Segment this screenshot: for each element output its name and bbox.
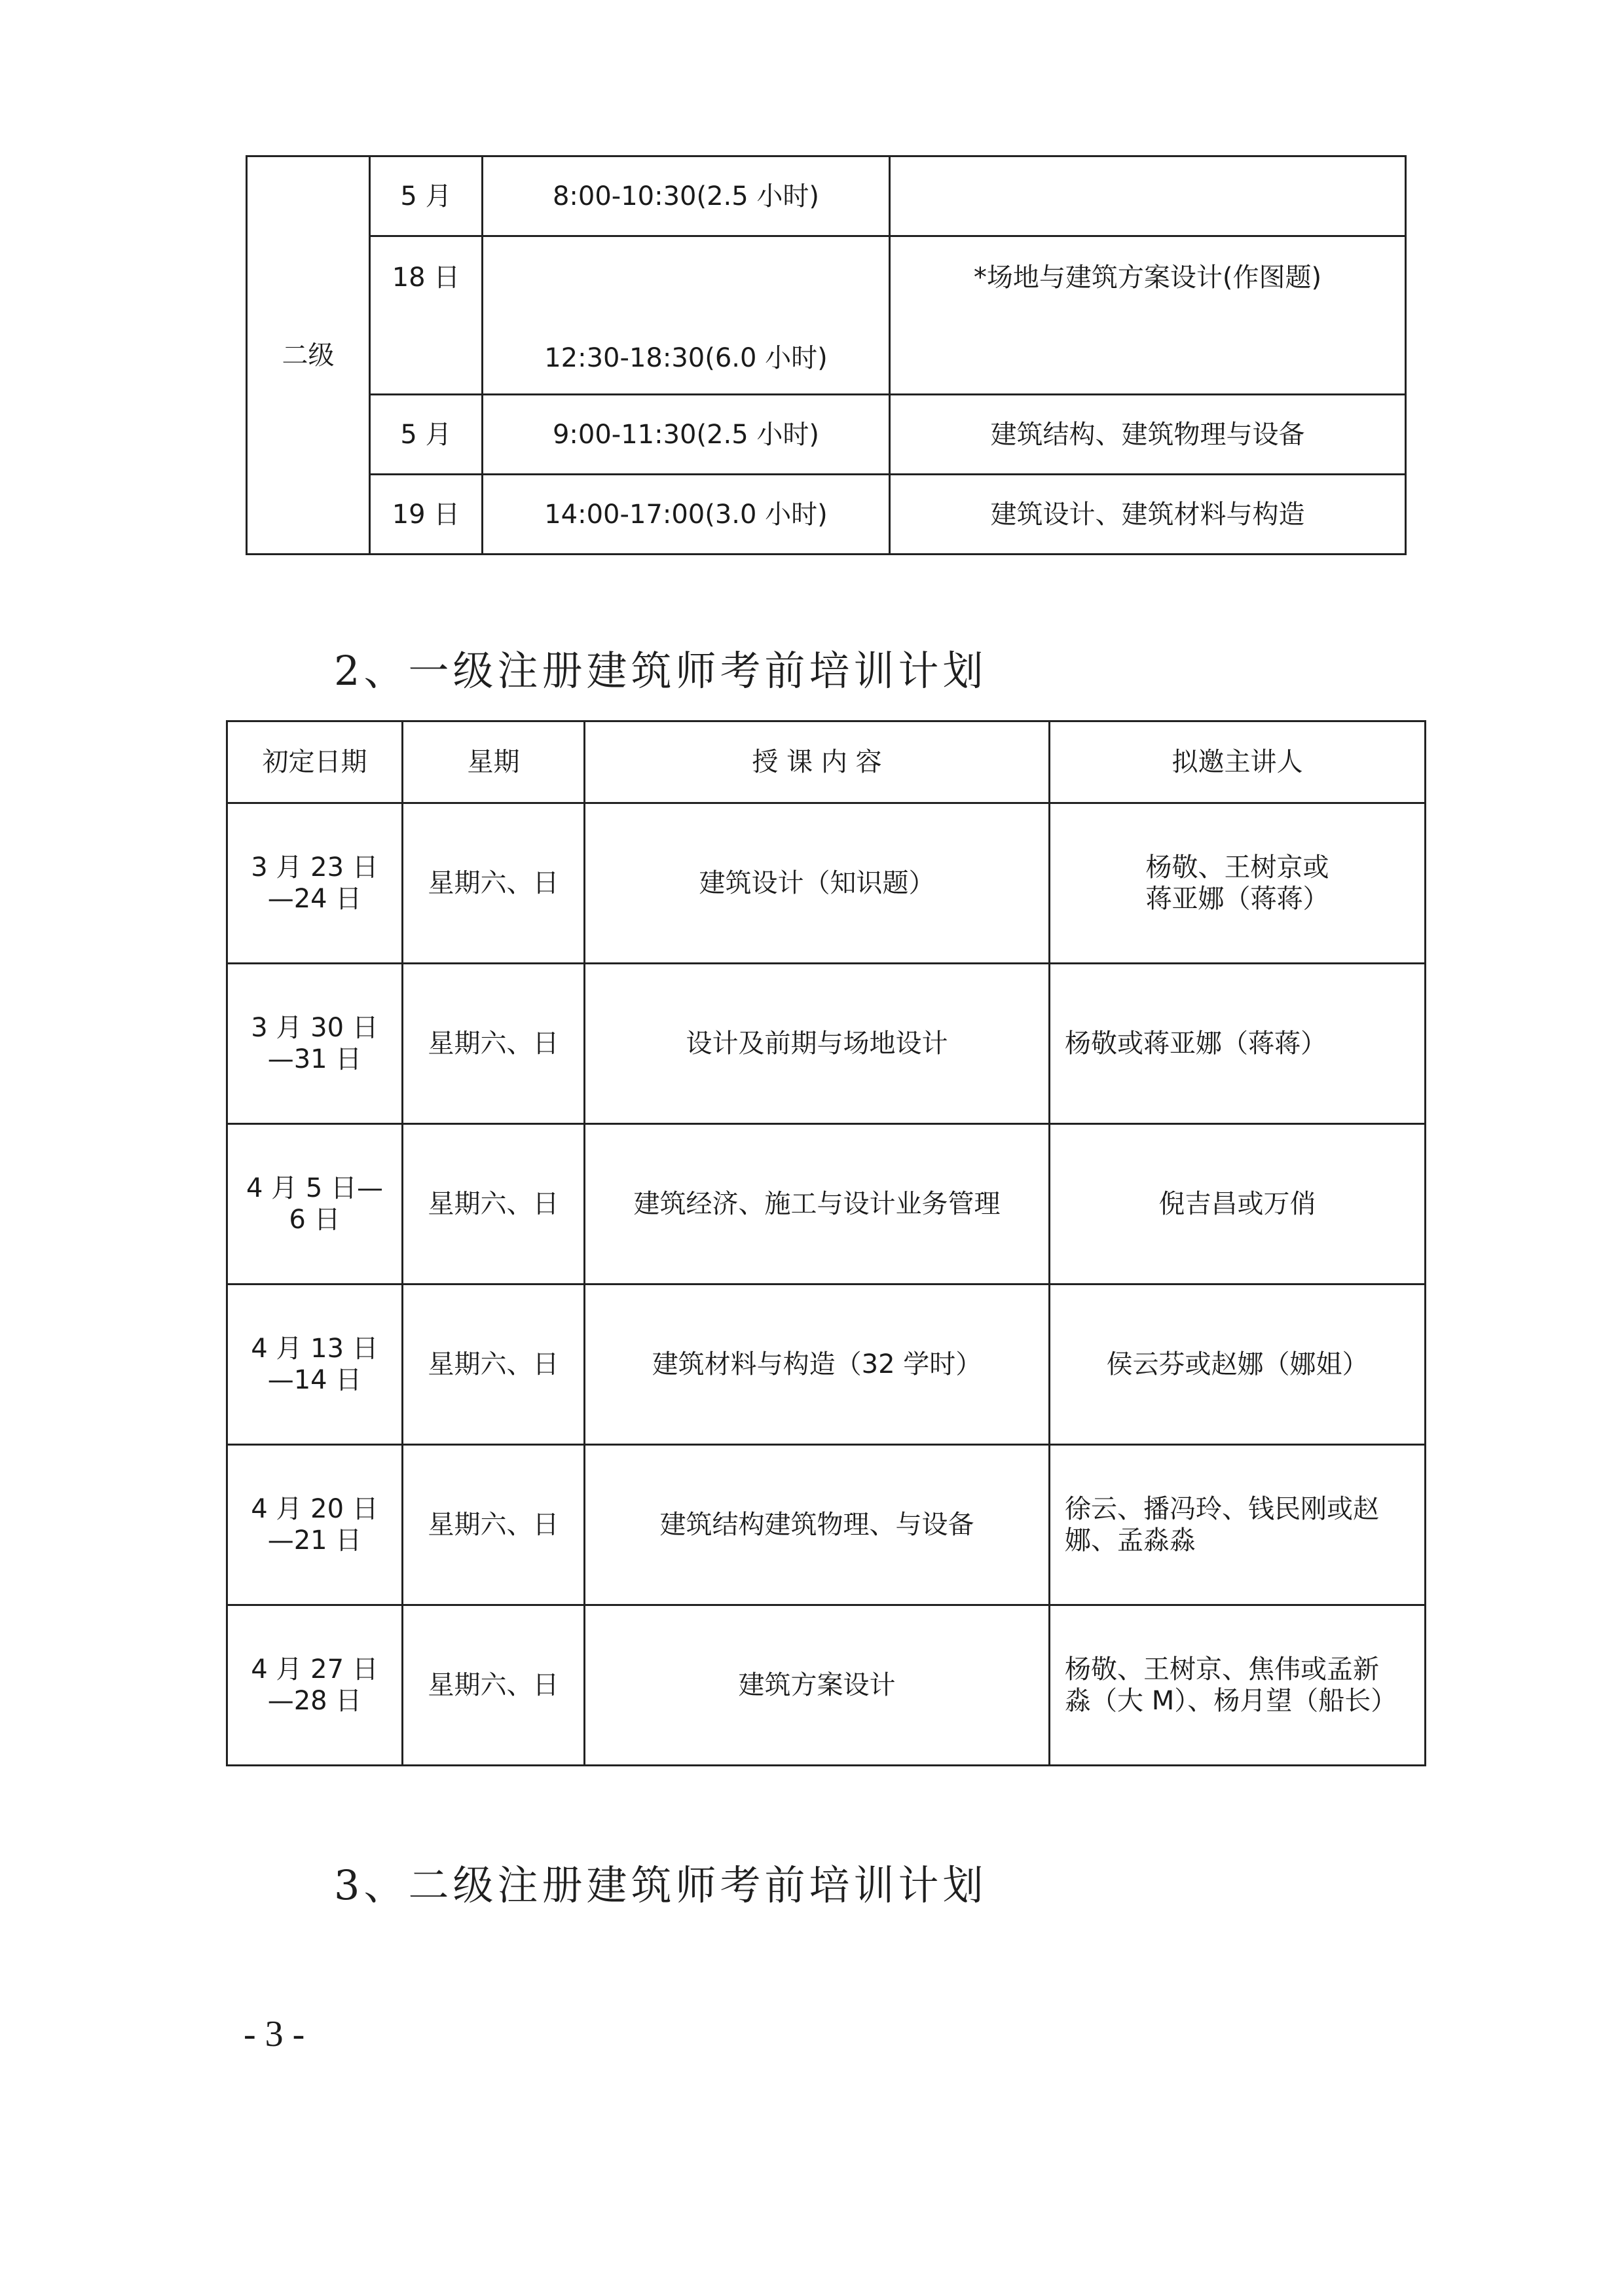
table-row <box>227 803 1426 964</box>
date-month-cell: 5 月 <box>370 156 483 236</box>
time-cell: 12:30-18:30(6.0 小时) <box>483 236 890 395</box>
table-row <box>247 475 1406 555</box>
exam-schedule-table <box>246 155 1407 555</box>
content-cell: 建筑方案设计 <box>585 1605 1050 1766</box>
date-day-cell: 19 日 <box>370 475 483 555</box>
date-day-cell: 18 日 <box>370 236 483 395</box>
lecturer-cell: 倪吉昌或万俏 <box>1050 1124 1426 1285</box>
section-2-title: 2、一级注册建筑师考前培训计划 <box>334 647 987 695</box>
lecturer-cell: 杨敬、王树京、焦伟或孟新 淼（大 M）、杨月望（船长） <box>1050 1605 1426 1766</box>
content-cell: 建筑经济、施工与设计业务管理 <box>585 1124 1050 1285</box>
header-weekday: 星期 <box>403 721 585 803</box>
table-row <box>227 964 1426 1124</box>
time-cell: 8:00-10:30(2.5 小时) <box>483 156 890 236</box>
table-row <box>247 236 1406 395</box>
lecturer-cell: 徐云、播冯玲、钱民刚或赵 娜、孟淼淼 <box>1050 1445 1426 1605</box>
page-number: - 3 - <box>244 2014 305 2054</box>
weekday-cell: 星期六、日 <box>403 1124 585 1285</box>
subject-cell: 建筑结构、建筑物理与设备 <box>890 395 1406 475</box>
content-cell: 建筑材料与构造（32 学时） <box>585 1285 1050 1445</box>
weekday-cell: 星期六、日 <box>403 1445 585 1605</box>
training-plan-table <box>226 720 1426 1766</box>
weekday-cell: 星期六、日 <box>403 803 585 964</box>
date-cell: 4 月 27 日 —28 日 <box>227 1605 403 1766</box>
table-header-row <box>227 721 1426 803</box>
date-cell: 4 月 5 日— 6 日 <box>227 1124 403 1285</box>
time-cell: 14:00-17:00(3.0 小时) <box>483 475 890 555</box>
lecturer-cell: 杨敬或蒋亚娜（蒋蒋） <box>1050 964 1426 1124</box>
table-row <box>227 1605 1426 1766</box>
content-cell: 建筑设计（知识题） <box>585 803 1050 964</box>
weekday-cell: 星期六、日 <box>403 964 585 1124</box>
table-row <box>247 156 1406 236</box>
date-cell: 3 月 23 日 —24 日 <box>227 803 403 964</box>
date-cell: 4 月 13 日 —14 日 <box>227 1285 403 1445</box>
date-month-cell: 5 月 <box>370 395 483 475</box>
table-row <box>227 1124 1426 1285</box>
weekday-cell: 星期六、日 <box>403 1285 585 1445</box>
subject-cell <box>890 156 1406 236</box>
date-cell: 3 月 30 日 —31 日 <box>227 964 403 1124</box>
content-cell: 建筑结构建筑物理、与设备 <box>585 1445 1050 1605</box>
weekday-cell: 星期六、日 <box>403 1605 585 1766</box>
table-row <box>227 1285 1426 1445</box>
section-3-title: 3、二级注册建筑师考前培训计划 <box>334 1861 987 1909</box>
date-cell: 4 月 20 日 —21 日 <box>227 1445 403 1605</box>
content-cell: 设计及前期与场地设计 <box>585 964 1050 1124</box>
lecturer-cell: 侯云芬或赵娜（娜姐） <box>1050 1285 1426 1445</box>
subject-cell: *场地与建筑方案设计(作图题) <box>890 236 1406 395</box>
header-date: 初定日期 <box>227 721 403 803</box>
subject-cell: 建筑设计、建筑材料与构造 <box>890 475 1406 555</box>
lecturer-cell: 杨敬、王树京或 蒋亚娜（蒋蒋） <box>1050 803 1426 964</box>
header-content: 授 课 内 容 <box>585 721 1050 803</box>
time-cell: 9:00-11:30(2.5 小时) <box>483 395 890 475</box>
table-row <box>247 395 1406 475</box>
level-cell: 二级 <box>247 156 370 555</box>
table-row <box>227 1445 1426 1605</box>
header-lecturer: 拟邀主讲人 <box>1050 721 1426 803</box>
